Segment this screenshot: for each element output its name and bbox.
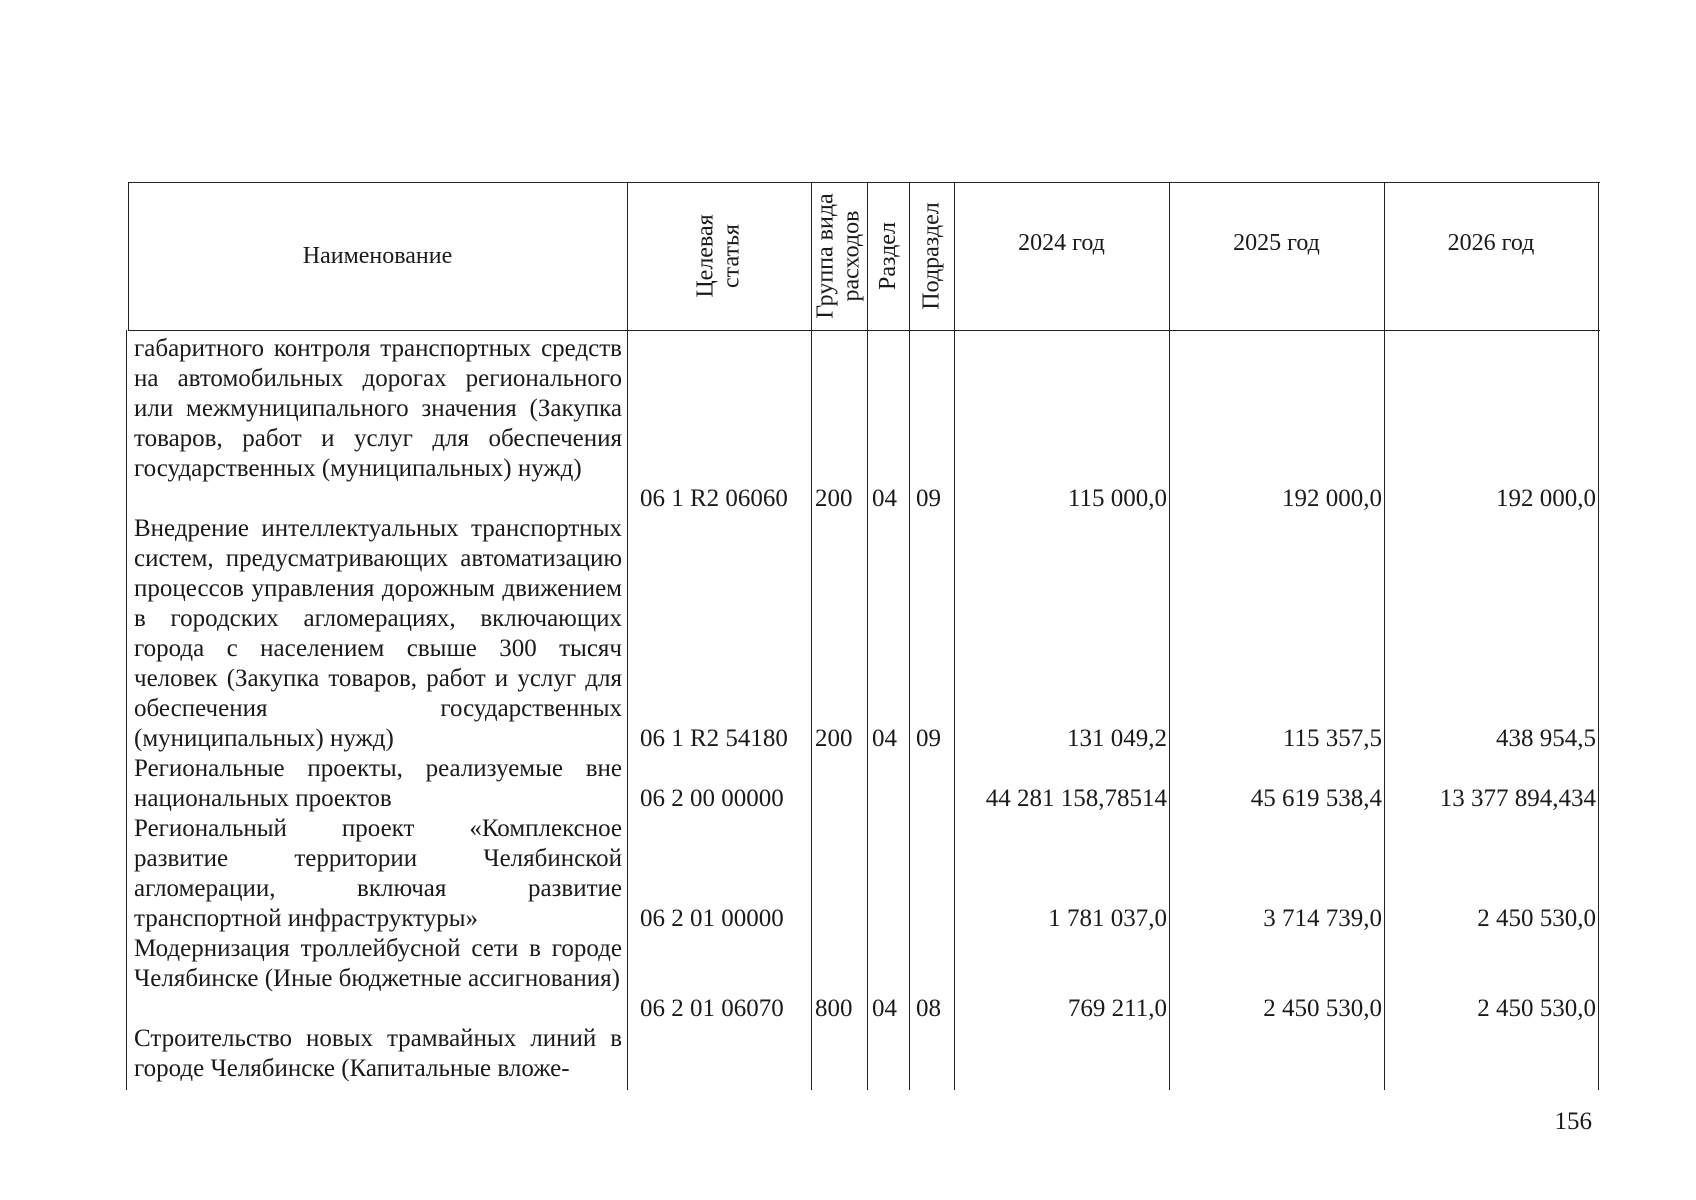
row-4-code: 06 2 01 00000 xyxy=(640,905,784,932)
header-expense-group-line1: Группа вида xyxy=(813,193,839,319)
page-number: 156 xyxy=(1554,1108,1592,1135)
row-1-subsection: 09 xyxy=(916,485,941,512)
row-5-2025: 2 450 530,0 xyxy=(1263,995,1382,1022)
header-expense-group xyxy=(811,182,867,330)
header-subsection: Подраздел xyxy=(918,202,945,310)
header-target-article-line1: Целевая xyxy=(692,214,719,298)
row-6-name: Строительство новых трамвайных линий в городе Челябинске (Капитальные вложе- xyxy=(134,1025,622,1082)
header-section: Раздел xyxy=(875,222,902,290)
header-2026: 2026 год xyxy=(1447,229,1535,256)
row-4-name: Региональный проект «Комплексное развитие территории Челябинской агломерации, включая развитие транспортной инфраструктуры» xyxy=(134,815,622,932)
row-2-name: Внедрение интеллектуальных транспортных систем, предусматривающих автоматизацию процессов управления дорожным движением в городских агломерациях, включающих города с населением свыше 300 тысяч человек (Закупка товаров, работ и услуг для обеспечения государственных (муниципальных) нужд) xyxy=(134,515,622,752)
row-4-2026: 2 450 530,0 xyxy=(1477,905,1596,932)
row-1-code: 06 1 R2 06060 xyxy=(640,485,788,512)
row-4-2025: 3 714 739,0 xyxy=(1263,905,1382,932)
row-3-2025: 45 619 538,4 xyxy=(1250,785,1382,812)
row-5-section: 04 xyxy=(872,995,897,1022)
table-border-left-body xyxy=(126,330,127,1090)
row-3-2026: 13 377 894,434 xyxy=(1439,785,1596,812)
row-3-code: 06 2 00 00000 xyxy=(640,785,784,812)
row-5-group: 800 xyxy=(815,995,853,1022)
row-1-name: габаритного контроля транспортных средств на автомобильных дорогах регионального или межмуниципального значения (Закупка товаров, работ и услуг для обеспечения государственных (муниципальных) нужд) xyxy=(134,335,622,482)
header-expense-group-line2: расходов xyxy=(839,210,865,302)
col-divider-2024 xyxy=(1169,182,1170,1090)
row-2-group: 200 xyxy=(815,725,853,752)
row-2-subsection: 09 xyxy=(916,725,941,752)
row-2-2026: 438 954,5 xyxy=(1496,725,1596,752)
row-5-subsection: 08 xyxy=(916,995,941,1022)
header-2024: 2024 год xyxy=(1018,229,1105,256)
row-4-2024: 1 781 037,0 xyxy=(1048,905,1167,932)
table-border-right xyxy=(1598,182,1599,1090)
row-2-2025: 115 357,5 xyxy=(1282,725,1382,752)
row-1-2024: 115 000,0 xyxy=(1067,485,1167,512)
row-1-group: 200 xyxy=(815,485,853,512)
row-5-name: Модернизация троллейбусной сети в городе Челябинске (Иные бюджетные ассигнования) xyxy=(134,935,622,992)
row-1-2025: 192 000,0 xyxy=(1282,485,1382,512)
budget-table xyxy=(128,182,1600,1090)
row-5-2024: 769 211,0 xyxy=(1067,995,1167,1022)
row-5-2026: 2 450 530,0 xyxy=(1477,995,1596,1022)
header-target-article xyxy=(627,182,811,330)
row-2-code: 06 1 R2 54180 xyxy=(640,725,788,752)
row-2-2024: 131 049,2 xyxy=(1067,725,1167,752)
header-bottom-border xyxy=(128,330,1600,331)
row-3-name: Региональные проекты, реализуемые вне национальных проектов xyxy=(134,755,622,812)
col-divider-2025 xyxy=(1384,182,1385,1090)
row-1-2026: 192 000,0 xyxy=(1496,485,1596,512)
row-2-section: 04 xyxy=(872,725,897,752)
row-5-code: 06 2 01 06070 xyxy=(640,995,784,1022)
row-1-section: 04 xyxy=(872,485,897,512)
header-target-article-line2: статья xyxy=(718,224,745,288)
header-2025: 2025 год xyxy=(1233,229,1320,256)
header-name: Наименование xyxy=(302,242,453,269)
row-3-2024: 44 281 158,78514 xyxy=(985,785,1167,812)
col-divider-subsection xyxy=(954,182,955,1090)
